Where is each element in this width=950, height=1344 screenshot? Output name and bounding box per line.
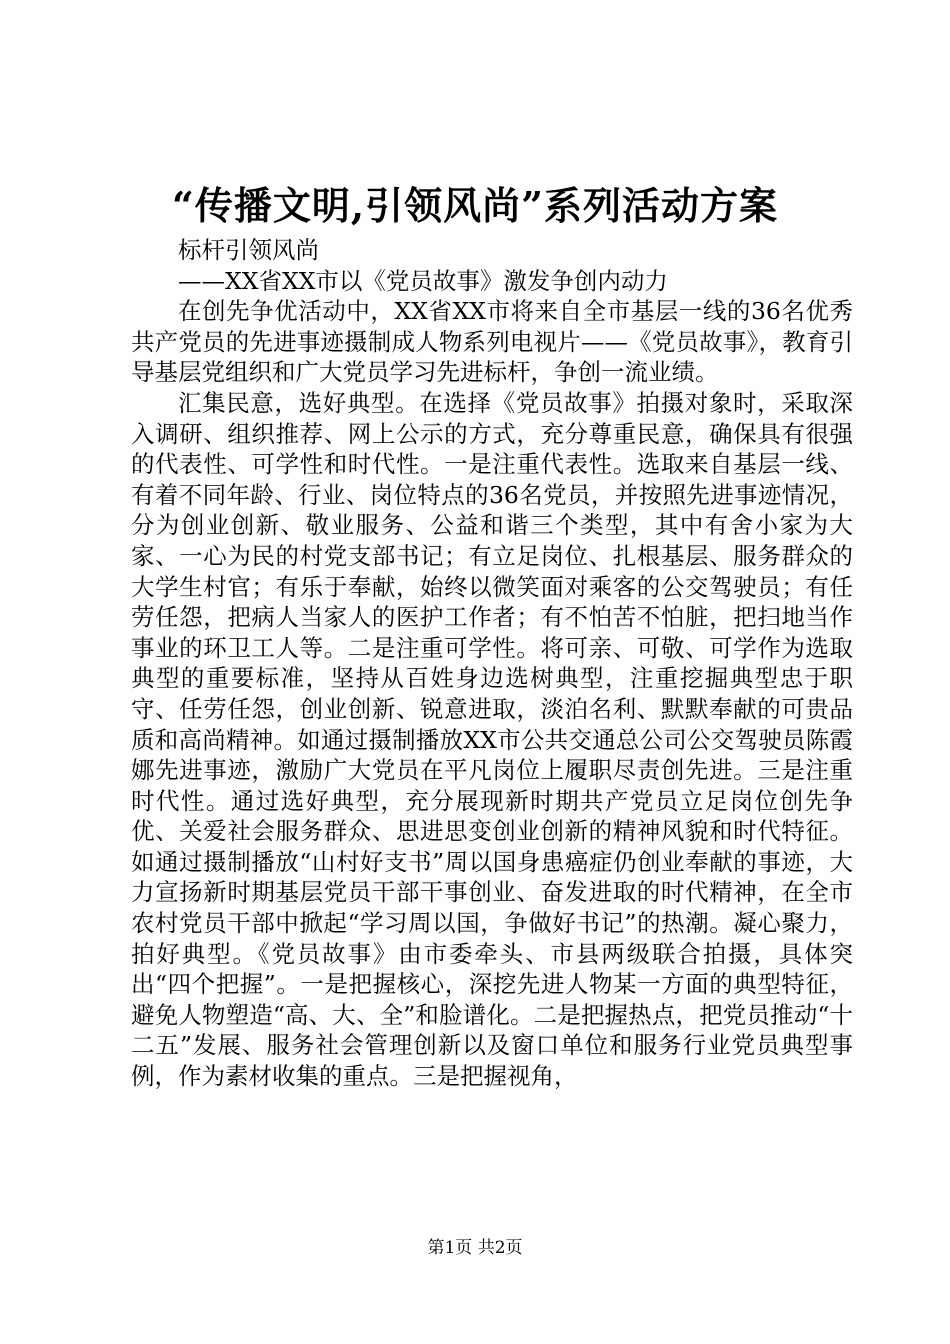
subtitle-line-1: 标杆引领风尚 [178, 236, 319, 264]
paragraph-1: 在创先争优活动中，XX省XX市将来自全市基层一线的36名优秀共产党员的先进事迹摄制成人物系列电视片——《党员故事》，教育引导基层党组织和广大党员学习先进标杆，争创一流业绩。 [131, 297, 853, 387]
document-title: “传播文明,引领风尚”系列活动方案 [172, 183, 778, 228]
page-footer: 第1页 共2页 [427, 1238, 523, 1258]
paragraph-2: 汇集民意，选好典型。在选择《党员故事》拍摄对象时，采取深入调研、组织推荐、网上公示的方式，充分尊重民意，确保具有很强的代表性、可学性和时代性。一是注重代表性。选取来自基层一线、有着不同年龄、行业、岗位特点的36名党员，并按照先进事迹情况，分为创业创新、敬业服务、公益和谐三个类型，其中有舍小家为大家、一心为民的村党支部书记；有立足岗位、扎根基层、服务群众的大学生村官；有乐于奉献，始终以微笑面对乘客的公交驾驶员；有任劳任怨，把病人当家人的医护工作者；有不怕苦不怕脏，把扫地当作事业的环卫工人等。二是注重可学性。将可亲、可敬、可学作为选取典型的重要标准，坚持从百姓身边选树典型，注重挖掘典型忠于职守、任劳任怨，创业创新、锐意进取，淡泊名利、默默奉献的可贵品质和高尚精神。如通过摄制播放XX市公共交通总公司公交驾驶员陈霞娜先进事迹，激励广大党员在平凡岗位上履职尽责创先进。三是注重时代性。通过选好典型，充分展现新时期共产党员立足岗位创先争优、关爱社会服务群众、思进思变创业创新的精神风貌和时代特征。如通过摄制播放“山村好支书”周以国身患癌症仍创业奉献的事迹，大力宣扬新时期基层党员干部干事创业、奋发进取的时代精神，在全市农村党员干部中掀起“学习周以国，争做好书记”的热潮。凝心聚力，拍好典型。《党员故事》由市委牵头、市县两级联合拍摄，具体突出“四个把握”。一是把握核心，深挖先进人物某一方面的典型特征，避免人物塑造“高、大、全”和脸谱化。二是把握热点，把党员推动“十二五”发展、服务社会管理创新以及窗口单位和服务行业党员典型事例，作为素材收集的重点。三是把握视角， [131, 388, 853, 1091]
subtitle-line-2: ——XX省XX市以《党员故事》激发争创内动力 [178, 266, 668, 295]
document-body [131, 235, 853, 1092]
